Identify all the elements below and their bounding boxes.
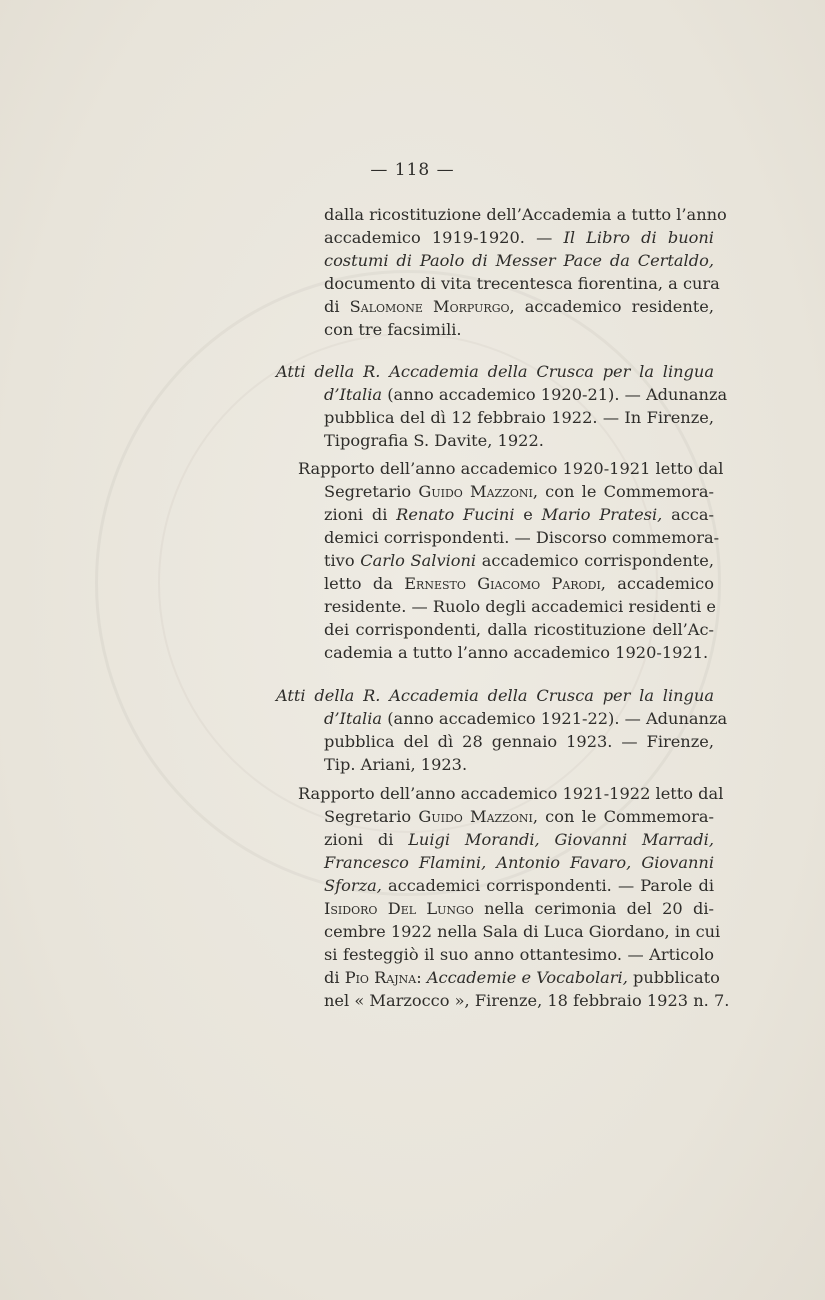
text-segment: d’Italia	[324, 709, 383, 728]
text-segment: :	[416, 968, 427, 987]
text-segment: Francesco Flamini, Antonio Favaro, Giovanni	[324, 853, 714, 872]
text-segment: Segretario	[324, 807, 419, 826]
text-segment: letto da	[324, 574, 405, 593]
text-segment: Tipografia S. Davite, 1922.	[324, 431, 544, 450]
text-segment: Carlo Salvioni	[360, 551, 477, 570]
text-line	[324, 482, 714, 502]
text-segment: nel « Marzocco », Firenze, 18 febbraio 1923 n. 7.	[324, 991, 730, 1010]
text-segment: d’Italia	[324, 385, 383, 404]
text-line	[324, 732, 714, 752]
text-line	[324, 945, 714, 965]
text-segment: Guido Mazzoni	[418, 807, 533, 826]
text-line	[324, 528, 720, 548]
text-segment: (anno accademico 1920-21). — Adunanza	[382, 385, 728, 404]
text-line	[324, 274, 720, 294]
text-line	[298, 459, 724, 479]
text-segment: si festeggiò il suo anno ottantesimo. — Articolo	[324, 945, 714, 964]
text-segment: Renato Fucini	[396, 505, 515, 524]
text-line	[324, 297, 714, 317]
text-segment: tivo	[324, 551, 361, 570]
text-segment: cademia a tutto l’anno accademico 1920-1921.	[324, 643, 709, 662]
text-segment: Segretario	[324, 482, 419, 501]
text-line	[324, 228, 714, 248]
text-line	[276, 362, 714, 382]
text-line	[324, 505, 714, 525]
text-line	[324, 853, 714, 873]
text-segment: Atti della R. Accademia della Crusca per la lingua	[276, 686, 714, 705]
text-line	[324, 620, 714, 640]
text-segment: cembre 1922 nella Sala di Luca Giordano, in cui	[324, 922, 721, 941]
text-segment: Sforza,	[324, 876, 382, 895]
text-segment: Salomone Morpurgo	[349, 297, 510, 316]
text-segment: con tre facsimili.	[324, 320, 462, 339]
text-segment: Rapporto dell’anno accademico 1920-1921 letto dal	[298, 459, 724, 478]
text-line	[324, 899, 714, 919]
text-line	[324, 251, 714, 271]
text-segment: Luigi Morandi, Giovanni Marradi,	[408, 830, 714, 849]
text-segment: acca-	[662, 505, 714, 524]
text-segment: Atti della R. Accademia della Crusca per la lingua	[276, 362, 714, 381]
text-line	[324, 830, 714, 850]
text-segment: Ernesto Giacomo Parodi	[404, 574, 601, 593]
text-segment: accademici corrispondenti. — Parole di	[381, 876, 714, 895]
text-segment: accademico 1919-1920. —	[324, 228, 564, 247]
text-line	[324, 320, 462, 340]
text-segment: , accademico	[600, 574, 714, 593]
text-line	[276, 686, 714, 706]
text-segment: zioni di	[324, 505, 397, 524]
text-line	[324, 968, 720, 988]
text-segment: , accademico residente,	[509, 297, 714, 316]
text-segment: residente. — Ruolo degli accademici residenti e	[324, 597, 716, 616]
text-segment: nella cerimonia del 20 di-	[473, 899, 715, 918]
text-segment: Tip. Ariani, 1923.	[324, 755, 468, 774]
text-segment: dei corrispondenti, dalla ricostituzione dell’Ac-	[324, 620, 714, 639]
text-line	[324, 205, 727, 225]
text-segment: demici corrispondenti. — Discorso commemora-	[324, 528, 720, 547]
text-line	[324, 991, 730, 1011]
text-segment: zioni di	[324, 830, 409, 849]
text-segment: pubblica del dì 12 febbraio 1922. — In Firenze,	[324, 408, 714, 427]
text-line	[324, 431, 544, 451]
text-segment: costumi di Paolo di Messer Pace da Certaldo,	[324, 251, 714, 270]
text-line	[324, 643, 708, 663]
text-segment: pubblicato	[627, 968, 720, 987]
text-line	[324, 574, 714, 594]
text-segment: Isidoro Del Lungo	[324, 899, 474, 918]
text-segment: accademico corrispondente,	[476, 551, 714, 570]
text-line	[324, 807, 714, 827]
text-segment: , con le Commemora-	[532, 807, 714, 826]
text-line	[324, 876, 714, 896]
text-segment: Accademie e Vocabolari,	[426, 968, 628, 987]
text-segment: di	[324, 968, 345, 987]
text-segment: Il Libro di buoni	[563, 228, 714, 247]
text-segment: Mario Pratesi,	[541, 505, 663, 524]
text-segment: di	[324, 297, 350, 316]
text-line	[324, 408, 714, 428]
text-segment: (anno accademico 1921-22). — Adunanza	[382, 709, 728, 728]
text-segment: e	[514, 505, 542, 524]
text-segment: Pio Rajna	[344, 968, 417, 987]
page-number: — 118 —	[370, 160, 455, 180]
text-line	[324, 922, 721, 942]
text-line	[324, 551, 714, 571]
text-line	[298, 784, 724, 804]
text-line	[324, 385, 728, 405]
text-segment: dalla ricostituzione dell’Accademia a tutto l’anno	[324, 205, 727, 224]
text-segment: Rapporto dell’anno accademico 1921-1922 letto dal	[298, 784, 724, 803]
text-segment: pubblica del dì 28 gennaio 1923. — Firenze,	[324, 732, 714, 751]
text-line	[324, 597, 714, 617]
text-segment: documento di vita trecentesca fiorentina, a cura	[324, 274, 720, 293]
text-line	[324, 709, 728, 729]
text-line	[324, 755, 467, 775]
text-segment: Guido Mazzoni	[418, 482, 533, 501]
text-segment: , con le Commemora-	[532, 482, 714, 501]
